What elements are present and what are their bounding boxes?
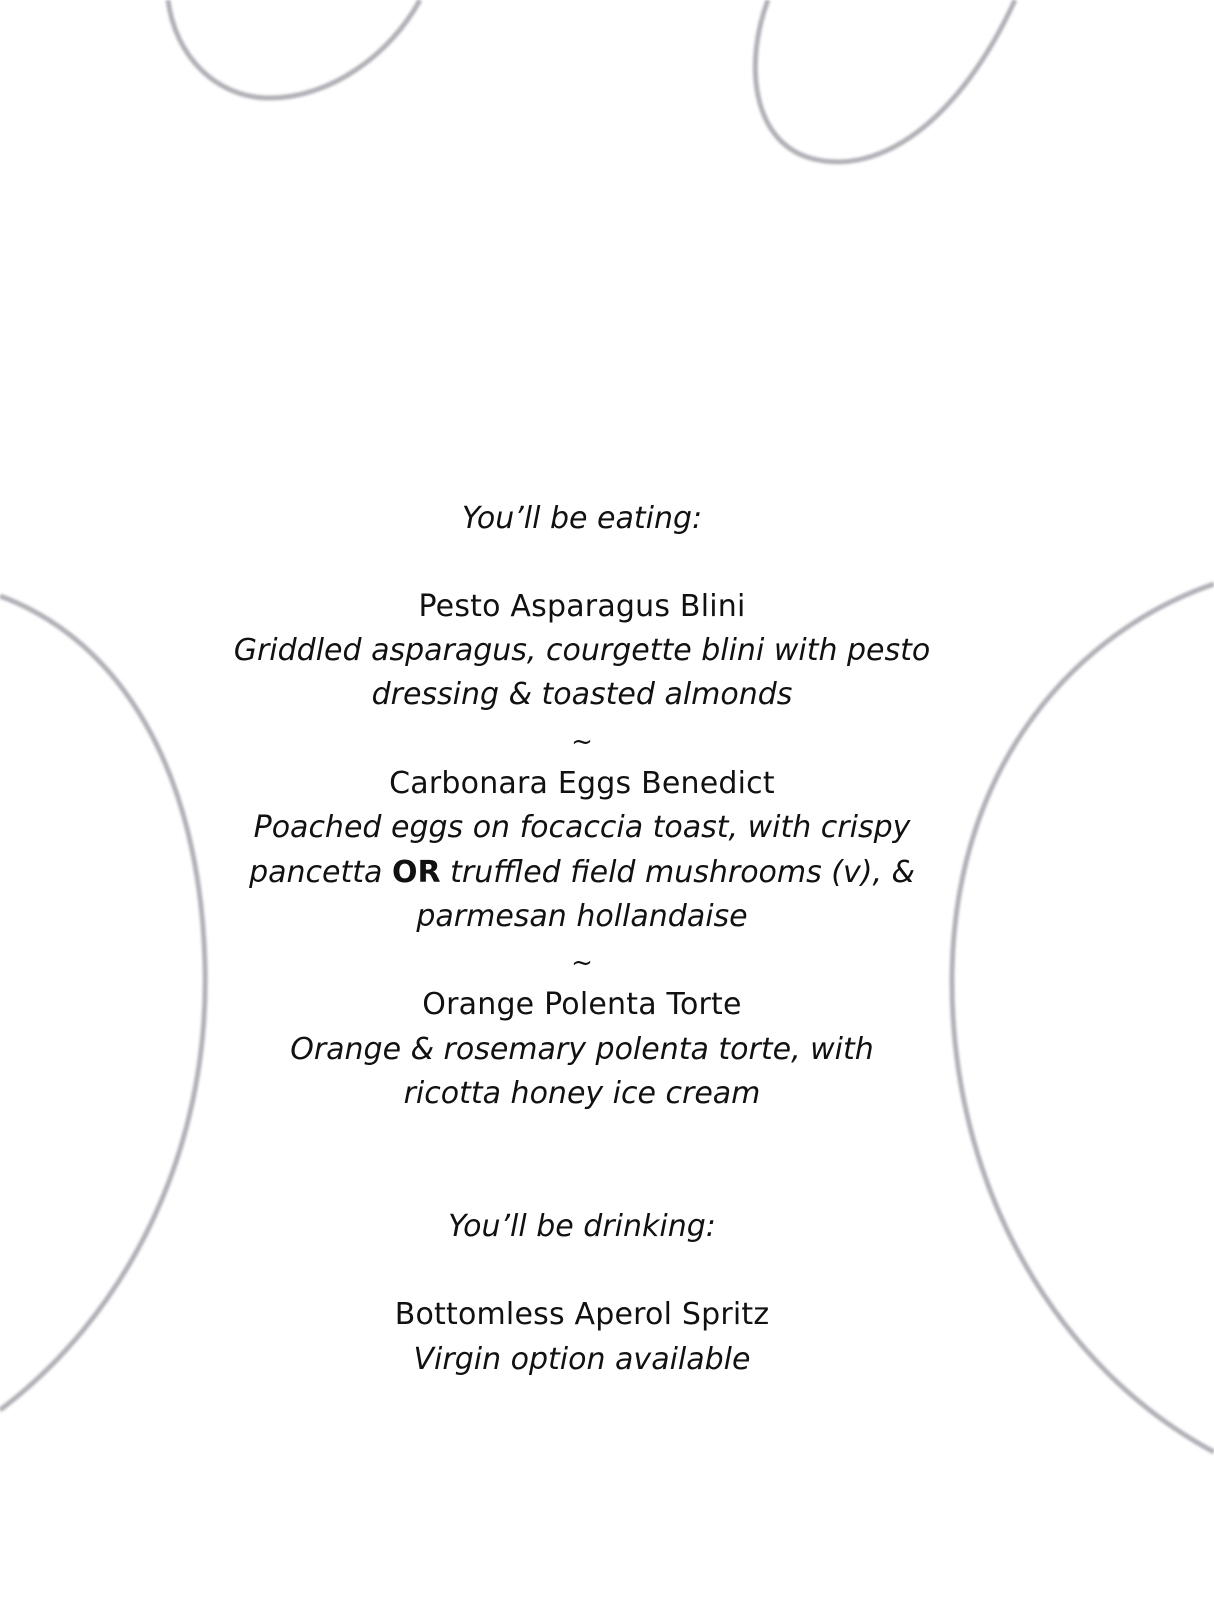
dish-description-line: parmesan hollandaise [416, 899, 748, 934]
separator: ~ [571, 948, 593, 978]
dish-description-line: dressing & toasted almonds [371, 677, 793, 712]
dish-description-line: Orange & rosemary polenta torte, with [290, 1032, 874, 1067]
drink-title: Bottomless Aperol Spritz [394, 1297, 770, 1332]
dish-description-line: ricotta honey ice cream [403, 1076, 761, 1111]
dish-description-line-mixed [0, 851, 1164, 895]
eating-heading: You’ll be eating: [461, 501, 703, 536]
top-right-curve [755, 0, 1015, 162]
dish-description-line: Poached eggs on focaccia toast, with crispy [253, 810, 911, 845]
separator: ~ [571, 727, 593, 757]
dish-title: Pesto Asparagus Blini [418, 589, 746, 624]
top-left-curve [168, 0, 420, 98]
dish-title: Orange Polenta Torte [422, 987, 742, 1022]
drink-description: Virgin option available [413, 1342, 751, 1377]
dish-title: Carbonara Eggs Benedict [389, 766, 775, 801]
desc-suffix: truffled field mushrooms (v), & [450, 855, 915, 890]
desc-emphasis: OR [391, 855, 441, 890]
desc-prefix: pancetta [249, 855, 383, 890]
dish-description-line: Griddled asparagus, courgette blini with pesto [233, 633, 931, 668]
drinking-heading: You’ll be drinking: [448, 1209, 716, 1244]
